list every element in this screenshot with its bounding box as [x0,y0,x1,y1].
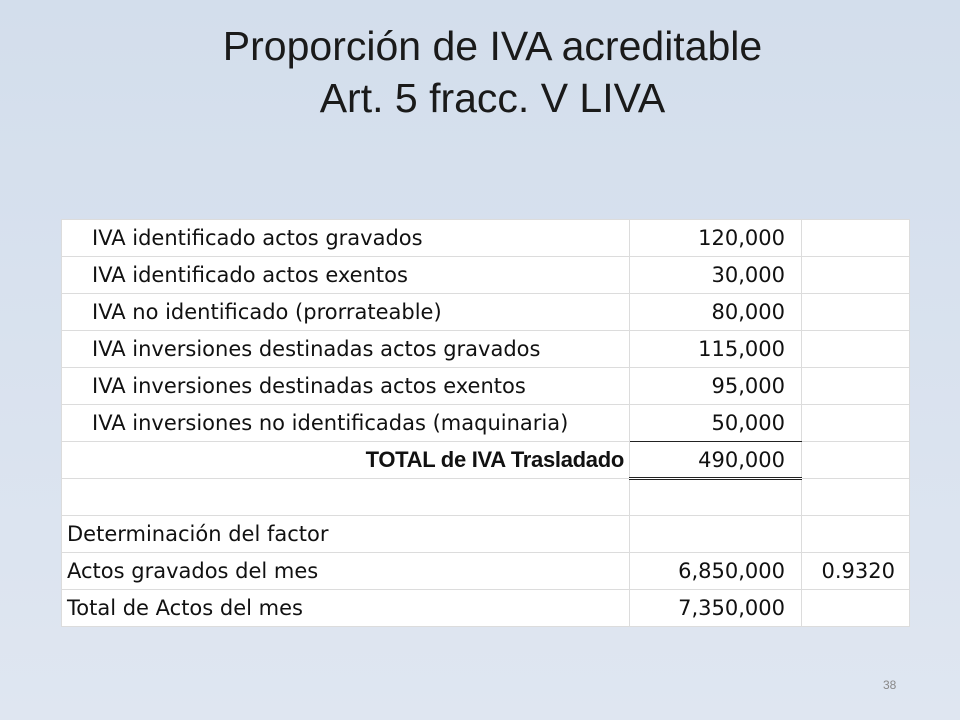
empty-cell [630,516,802,553]
empty-cell [630,479,802,516]
gravados-amount: 6,850,000 [630,553,802,590]
row-extra [802,294,910,331]
row-amount: 95,000 [630,368,802,405]
factor-heading-row [62,516,910,553]
row-amount: 120,000 [630,220,802,257]
row-extra [802,405,910,442]
total-row [62,442,910,479]
table-row [62,294,910,331]
row-label: IVA inversiones destinadas actos exentos [62,368,630,405]
table-row [62,368,910,405]
table-row [62,257,910,294]
row-extra [802,442,910,479]
row-amount: 50,000 [630,405,802,442]
total-label: TOTAL de IVA Trasladado [62,442,630,479]
table-row [62,331,910,368]
row-amount: 80,000 [630,294,802,331]
title-line-2: Art. 5 fracc. V LIVA [319,75,666,121]
table-row [62,220,910,257]
factor-value: 0.9320 [802,553,910,590]
row-amount: 115,000 [630,331,802,368]
row-extra [802,368,910,405]
total-actos-amount: 7,350,000 [630,590,802,627]
row-label: IVA identificado actos exentos [62,257,630,294]
gravados-row [62,553,910,590]
iva-table [61,219,910,627]
total-amount: 490,000 [630,442,802,479]
row-label: IVA inversiones no identificadas (maquinaria) [62,405,630,442]
slide-title [0,20,960,124]
table-row [62,405,910,442]
row-label: IVA no identificado (prorrateable) [62,294,630,331]
page-number: 38 [883,678,897,692]
factor-heading: Determinación del factor [62,516,630,553]
row-extra [802,331,910,368]
empty-row [62,479,910,516]
row-extra [802,220,910,257]
row-label: IVA inversiones destinadas actos gravados [62,331,630,368]
empty-cell [802,590,910,627]
empty-cell [62,479,630,516]
gravados-label: Actos gravados del mes [62,553,630,590]
total-actos-label: Total de Actos del mes [62,590,630,627]
row-extra [802,257,910,294]
empty-cell [802,479,910,516]
title-line-1: Proporción de IVA acreditable [222,23,763,69]
total-actos-row [62,590,910,627]
row-amount: 30,000 [630,257,802,294]
row-label: IVA identificado actos gravados [62,220,630,257]
empty-cell [802,516,910,553]
